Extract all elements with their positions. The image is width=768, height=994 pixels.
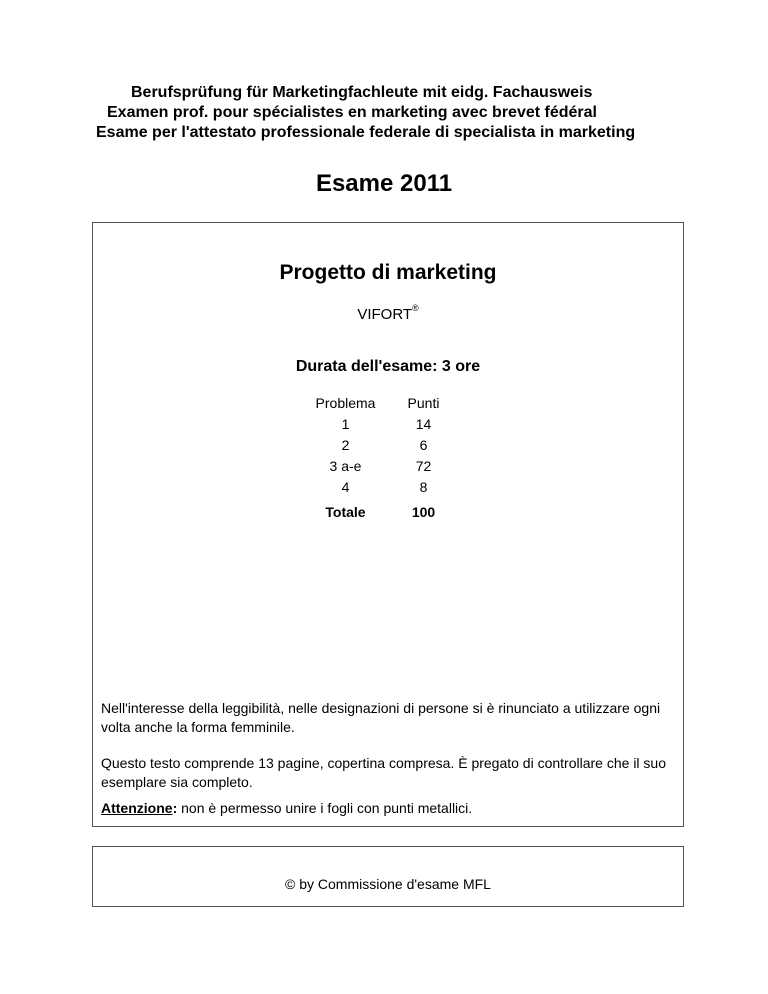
total-points: 100 (411, 503, 436, 520)
product-name (93, 305, 683, 323)
main-info-box (92, 222, 684, 827)
problem-cell: 1 (341, 415, 350, 432)
problem-cell: 4 (341, 478, 350, 495)
warning-text: non è permesso unire i fogli con punti metallici. (177, 800, 473, 816)
warning-label: Attenzione (101, 800, 173, 816)
total-label: Totale (325, 503, 366, 520)
table-row (308, 413, 446, 434)
problem-cell: 2 (341, 436, 350, 453)
points-cell: 14 (415, 415, 432, 432)
readability-note: Nell'interesse della leggibilità, nelle designazioni di persone si è rinunciato a utilizzare ogni volta anche la forma femminile. (101, 700, 661, 735)
product-label: VIFORT (357, 306, 413, 323)
score-table (308, 392, 446, 522)
header-line-it: Esame per l'attestato professionale federale di specialista in marketing (96, 124, 636, 141)
header-problem: Problema (315, 394, 376, 411)
project-title: Progetto di marketing (279, 261, 497, 284)
points-cell: 72 (415, 457, 432, 474)
table-row (308, 455, 446, 476)
table-header-row (308, 392, 446, 413)
exam-year-title: Esame 2011 (315, 170, 453, 197)
header-line-de: Berufsprüfung für Marketingfachleute mit eidg. Fachausweis (131, 84, 593, 101)
problem-cell: 3 a-e (329, 457, 362, 474)
table-row (308, 434, 446, 455)
pages-note: Questo testo comprende 13 pagine, copertina compresa. È pregato di controllare che il suo esemplare sia completo. (101, 755, 666, 790)
copyright-box (92, 846, 684, 907)
copyright-text: © by Commissione d'esame MFL (285, 876, 491, 892)
table-row (308, 476, 446, 497)
points-cell: 8 (419, 478, 428, 495)
registered-mark: ® (412, 303, 419, 313)
header-points: Punti (407, 394, 440, 411)
header-line-fr: Examen prof. pour spécialistes en marketing avec brevet fédéral (107, 104, 597, 121)
table-total-row (308, 497, 446, 522)
warning-note (101, 799, 676, 818)
exam-duration: Durata dell'esame: 3 ore (295, 358, 481, 375)
points-cell: 6 (419, 436, 428, 453)
warning-colon: : (172, 800, 178, 816)
